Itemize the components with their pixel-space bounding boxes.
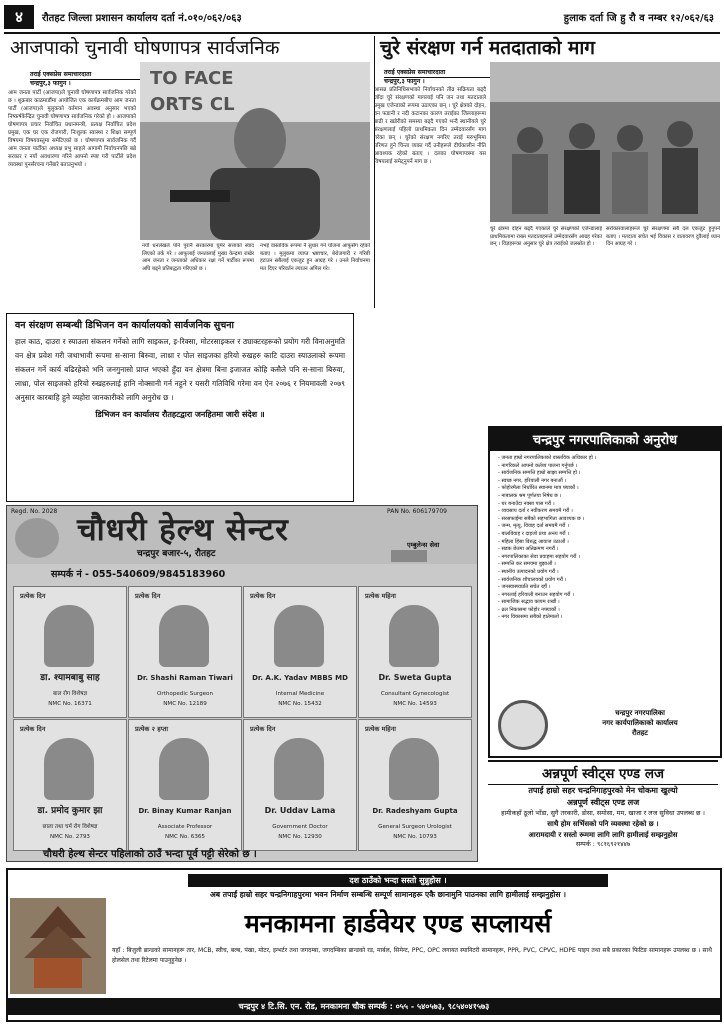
- temple-photo: [10, 898, 106, 994]
- doctor-schedule: प्रत्येक दिन: [250, 592, 276, 600]
- doctor-schedule: प्रत्येक महिना: [365, 592, 396, 600]
- doctor-name: Dr. Sweta Gupta: [378, 673, 452, 682]
- municipality-list-item: - सरसफाईमा सबैको सहभागिता आवश्यक छ ।: [498, 515, 585, 522]
- story2-photo-caption: चुरे क्षेत्रमा दोहन बढ्दै गएकाले चुरे संरक्षणको एजेन्डालाई प्राथमिकतामा राख्न मतदाताहरूले उम्मेदवारसँग आग्रह गरेका छन् । विज्ञहरूका अनुसार चुरे क्षेत्र तराईको जलस्रोत हो ।: [490, 226, 602, 247]
- doctor-nmc: NMC No. 6365: [165, 834, 205, 840]
- doctor-schedule: प्रत्येक २ हप्ता: [135, 725, 169, 733]
- story2-byline-dateline: चन्द्रपुर,३ फागुन ।: [384, 78, 425, 85]
- hardware-brand: मनकामना हार्डवेयर एण्ड सप्लायर्स: [244, 909, 552, 938]
- sweets-tag: साथै होम सर्भिसको पनि व्यवस्था रहेको छ ।: [547, 820, 659, 828]
- notice-signature: डिभिजन वन कार्यालय रौतहटद्वारा जनहितमा जारी संदेश ॥: [95, 410, 265, 419]
- doctor-nmc: NMC No. 10793: [393, 834, 437, 840]
- doctor-nmc: NMC No. 15432: [278, 701, 322, 707]
- municipality-list-item: - सम्पत्ति कर समयमा बुझाऔं ।: [498, 561, 556, 568]
- municipality-list-item: - सार्वजनिक शौचालयको प्रयोग गरौं ।: [498, 576, 567, 583]
- municipality-list-item: - नगरपालिकाका सेवा प्रवाहमा सहयोग गरौं ।: [498, 553, 580, 560]
- doctor-card: [358, 586, 472, 718]
- doctor-card: [243, 586, 357, 718]
- forest-notice: [6, 313, 354, 502]
- municipality-list-item: - महिला हिंसा विरुद्ध आवाज उठाऔं ।: [498, 538, 569, 545]
- health-center-ad: [6, 505, 478, 862]
- doctor-schedule: प्रत्येक दिन: [135, 592, 161, 600]
- health-ad-pan: PAN No. 606179709: [387, 508, 447, 515]
- doctor-specialty: General Surgeon Urologist: [378, 824, 452, 830]
- doctor-name: Dr. Radeshyam Gupta: [372, 807, 458, 815]
- health-ad-footer: चौधरी हेल्थ सेन्टर पहिलाको ठाउँ भन्दा पूर्व पट्टी सेरेको छ ।: [43, 849, 257, 860]
- doctor-photo: [44, 738, 94, 800]
- municipality-list-item: - नगरलाई हरियाली बनाउन सहयोग गरौं ।: [498, 591, 574, 598]
- doctor-photo: [159, 605, 209, 667]
- page-header: [4, 2, 720, 34]
- doctor-specialty: Consultant Gynecologist: [380, 691, 450, 697]
- temple-icon: [10, 898, 106, 994]
- doctor-photo: [389, 605, 439, 667]
- svg-text:TO FACE: TO FACE: [150, 68, 234, 89]
- sweets-title: अन्नपूर्ण स्वीट्स एण्ड लज: [488, 760, 718, 785]
- postal-registration: हुलाक दर्ता जि हु रौ व नम्बर १२/०६२/६३: [563, 13, 714, 24]
- municipality-list-item: - सार्वजनिक सम्पत्ति हाम्रो साझा सम्पत्ति हो ।: [498, 470, 581, 477]
- municipality-sign-3: रौतहट: [632, 729, 648, 737]
- sweets-subtitle: तपाईं हाम्रो सहर चन्द्रनिगाहपुरको मेन चोकमा खुल्यो: [528, 786, 678, 795]
- doctor-card: [13, 719, 127, 851]
- health-logo-icon: [15, 518, 59, 558]
- story2-byline-reporter: तराई एक्सप्रेस समाचारदाता: [384, 69, 504, 78]
- health-ad-regd: Regd. No. 2028: [11, 508, 58, 515]
- doctor-schedule: प्रत्येक दिन: [20, 592, 46, 600]
- doctor-name: Dr. Uddav Lama: [264, 806, 336, 815]
- doctor-schedule: प्रत्येक दिन: [20, 725, 46, 733]
- municipality-list-item: - व्यवसाय दर्ता र नवीकरण समयमै गरौं ।: [498, 508, 573, 515]
- hardware-ad: [6, 868, 722, 1022]
- doctor-specialty: Orthopedic Surgeon: [156, 691, 214, 697]
- story1-headline: आजपाको चुनावी घोषणापत्र सार्वजनिक: [10, 37, 280, 59]
- page-number: ४: [4, 5, 34, 29]
- doctor-name: डा. श्यामबाबु साह: [40, 673, 100, 683]
- doctor-photo: [274, 605, 324, 667]
- doctor-photo: [44, 605, 94, 667]
- story2-body-a: आसन्न प्रतिनिधिसभाको निर्वाचनको तीव्र सक्रियता बढ्दै जाँदा चुरे संरक्षणको मागलाई पनि जन तथा मतदाताले प्रमुख एजेन्डाको रूपमा उठाएका छन् । चुरे क्षेत्रको दोहन, वन फडानी र नदी कटानका कारण तराईका जिल्लाहरूमा बाढी र खडेरीको समस्या बढ्दै गएको भन्दै स्थानीयले चुरे संरक्षणलाई पहिलो प्राथमिकता दिन उम्मेदवारसँग माग गरेका छन् । चुरेको संरक्षण नगरिए तराई मरुभूमिमा परिणत हुने चिन्ता व्यक्त गर्दै उनीहरूले दीर्घकालीन नीति आवश्यक रहेको बताए । दलका घोषणापत्रमा यस विषयलाई समेट्नुपर्ने माग छ ।: [374, 87, 486, 165]
- municipality-list-item: - नागरिकले आफ्नो कर्तव्य पालना गर्नुपर्छ ।: [498, 462, 578, 469]
- municipality-list-item: - नगर विकासमा सबैको हातेमालो ।: [498, 614, 563, 621]
- doctor-card: [128, 719, 242, 851]
- notice-title: वन संरक्षण सम्बन्धी डिभिजन वन कार्यालयको सार्वजनिक सुचना: [15, 320, 234, 331]
- municipality-list-item: - जनस्वास्थ्यप्रति सचेत रहौं ।: [498, 584, 551, 591]
- doctor-name: Dr. Shashi Raman Tiwari: [137, 674, 233, 682]
- hardware-footer: चन्द्रपुर ४ टि.सि. एन. रोड, मनकामना चौक सम्पर्क : ०५५ - ५४०५७३, ९८५४०४१५७३: [8, 998, 720, 1015]
- sweets-body: हामीकहाँ ठूलो भाँडा, सुगै तरकारी, डोसा, समोसा, मम, खाजा र लज सुविधा उपलब्ध छ ।: [501, 809, 705, 817]
- doctor-photo: [389, 738, 439, 800]
- doctor-specialty: Internal Medicine: [275, 691, 325, 697]
- doctor-specialty: Government Doctor: [272, 824, 328, 830]
- story1-byline-dateline: चन्द्रपुर,३ फागुन ।: [30, 80, 71, 87]
- doctor-nmc: NMC No. 2793: [50, 834, 90, 840]
- municipality-sign-2: नगर कार्यपालिकाको कार्यालय: [602, 719, 678, 727]
- doctor-nmc: NMC No. 14593: [393, 701, 437, 707]
- doctor-nmc: NMC No. 12930: [278, 834, 322, 840]
- municipality-list-item: - घर बनाउँदा नक्सा पास गरौं ।: [498, 500, 555, 507]
- doctor-nmc: NMC No. 12189: [163, 701, 207, 707]
- doctor-name: डा. प्रमोद कुमार झा: [37, 806, 103, 816]
- story2-photo-caption-2: सरोकारवालाहरूले चुरे संरक्षणमा सबै दल एकजुट हुनुपर्ने बताए । मतदाता सचेत भई विकास र वातावरण दुवैलाई ध्यान दिन आग्रह गरे ।: [606, 226, 720, 247]
- story1-photo: [140, 62, 370, 240]
- doctor-card: [358, 719, 472, 851]
- ambulance-label: एम्बुलेन्स सेवा: [407, 541, 440, 549]
- ambulance-icon: [391, 550, 427, 562]
- sweets-ad: [488, 760, 718, 860]
- svg-text:ORTS CL: ORTS CL: [150, 94, 235, 115]
- villagers-photo: [490, 62, 720, 222]
- story2-photo: [490, 62, 720, 222]
- municipality-title: चन्द्रपुर नगरपालिकाको अनुरोध: [490, 428, 720, 451]
- doctor-specialty: बाल रोग विशेषज्ञ: [52, 691, 88, 697]
- municipality-list-item: - सामाजिक सद्भाव कायम राखौं ।: [498, 599, 560, 606]
- doctor-schedule: प्रत्येक दिन: [250, 725, 276, 733]
- doctor-card: [243, 719, 357, 851]
- story1-column-3: नभई वास्तविक रूपमा नै सुधार गर्ने योजना आफूसँग रहेको बताए । मुलुकमा व्याप्त भ्रष्टाचार, बेरोजगारी र गरिबी हटाउन सबैलाई एकजुट हुन आग्रह गरे । उनले निर्वाचनमा मत दिएर परिवर्तन ल्याउन अपिल गरे।: [260, 243, 370, 272]
- doctor-nmc: NMC No. 16371: [48, 701, 92, 707]
- doctor-card: [13, 586, 127, 718]
- notice-body: हाल काठ, दाउरा र स्याउला संकलन गर्नेको लागि साइकल, इ-रिक्सा, मोटरसाइकल र ठ्याक्टरहरूको प्रयोग गरी विनाअनुमति वन क्षेत्र प्रवेश गरी जथाभावी रूपमा स-साना बिरुवा, लाथ्रा र पोल साइजका हरियो रुखहरु काटि दाउरा स्याउलाको रूपमा संकलन गर्ने कार्य बढिरहेको भनि जनगुनासो प्राप्त भएको हुँदा वन क्षेत्रमा बिना इजाजत कोहि कसैले पनि स-साना बिरुवा, लाथ्रा, पोल साइजको हरियो रुखहरुलाई हानि नोक्सानी गर्न नहुने र यसरी गतिविधि गरेमा वन ऐन २०७६ र नियमावली २०७९ अनुसार कारबाहि हुने व्यहोरा जानकारीको लागि अनुरोध छ ।: [15, 337, 345, 402]
- municipality-list-item: - स्थानीय उत्पादनको प्रयोग गरौं ।: [498, 568, 559, 575]
- sweets-contact: सम्पर्क : ९८१६९२१४४७: [575, 840, 631, 848]
- municipality-list-item: - सडक छेउमा अतिक्रमण नगरौं ।: [498, 546, 559, 553]
- municipality-signature: [570, 708, 710, 738]
- story1-byline-reporter: तराई एक्सप्रेस समाचारदाता: [30, 71, 170, 80]
- health-ad-address: चन्द्रपुर बजार-५, रौतहट: [137, 549, 216, 559]
- doctor-photo: [274, 738, 324, 800]
- hardware-info: अब तपाईं हाम्रो सहर चन्द्रनिगाहपुरमा भवन निर्माण सम्बन्धि सम्पूर्ण सामानहरू एकै छानामुनि पाउनका लागि हामीलाई सम्झनुहोस ।: [209, 890, 567, 899]
- story1-column-2: नयाँ धनलेखले पनि पुरानै सरकारमा घुमेर सत्ताको स्वाद लिएको तर्क गरे । आफूलाई जनतालाई मुख्य केन्द्रमा राखेर आम जनता र जनताको अधिकार रक्षा गर्ने पार्टीका रूपमा अघि बढ्ने प्रतिबद्धता गरिएको छ ।: [142, 243, 254, 272]
- municipality-list-item: - बालविवाह र दाइजो प्रथा अन्त्य गरौं ।: [498, 530, 570, 537]
- health-ad-banner: [7, 506, 477, 564]
- doctor-schedule: प्रत्येक महिना: [365, 725, 396, 733]
- health-ad-brand: चौधरी हेल्थ सेन्टर: [77, 512, 289, 548]
- story2-byline: [384, 69, 504, 86]
- municipality-sign-1: चन्द्रपुर नगरपालिका: [615, 709, 665, 717]
- municipality-list-item: - जन्म, मृत्यु, विवाह दर्ता समयमै गरौं ।: [498, 523, 569, 530]
- municipality-list-item: - नाबालक श्रम पूर्णतया निषेध छ ।: [498, 492, 562, 499]
- story1-body: आम जनता पार्टी (आजपा)ले चुनावी घोषणापत्र सार्वजनिक गरेको छ । शुक्रबार काठमाडौंमा आयोजित एक कार्यक्रमबीच आम जनता पार्टी (आजपा)ले मुलुकको वर्तमान अवस्था अनुसार भएको निष्कर्षकेन्द्रित चुनावी घोषणापत्र सार्वजनिक गरेको हो । आजपाको घोषणापत्र प्रचार निर्वाचित प्रधानमन्त्री, प्रत्यक्ष निर्वाचित प्रदेश प्रमुख, एक घर एक रोजगारी, निःशुल्क स्वास्थ्य र शिक्षा सम्पूर्ण विषयमा विषयवस्तुमा समेटिएको छ । घोषणापत्र सार्वजनिक गर्दै आम जनता पार्टीका अध्यक्ष प्रभु साहले आगामी निर्वाचनपछि बन्ने सरकार र नयाँ अवधारणा गरिने आफ्नो स्पष्ट गरी पार्टीले प्रदेश व्यवस्था पुनर्संरचना गर्नेबारे बताउनुभयो ।: [8, 90, 136, 168]
- municipality-list-item: - स्वच्छ नगर, हरियाली नगर बनाऔं ।: [498, 477, 567, 484]
- doctor-specialty: Associate Professor: [157, 824, 213, 830]
- doctor-name: Dr. Binay Kumar Ranjan: [138, 807, 232, 815]
- municipality-list-item: - जनता हाम्रो नगरपालिकाको वास्तविक अधिकार हो ।: [498, 455, 597, 461]
- story2-headline: चुरे संरक्षण गर्न मतदाताको माग: [380, 37, 595, 59]
- municipality-notice: [488, 426, 722, 758]
- municipality-seal-icon: [498, 700, 548, 750]
- municipality-list: [490, 455, 720, 622]
- doctor-specialty: छाला तथा चर्म रोग विशेषज्ञ: [42, 824, 98, 830]
- sweets-subtitle-2: अन्नपूर्ण स्वीट्स एण्ड लज: [566, 798, 640, 807]
- hardware-top-strip: दश ठाउँको भन्दा सस्तो सुन्नुहोस ।: [188, 874, 608, 887]
- hardware-description: यहाँ : बिजुली ब्रान्डको सामानहरू तार, MCB, स्वीच, बल्ब, पंखा, मोटर, इन्भर्टर तथा जगदम्बा, जगदम्बिका ब्रान्डको रड, मार्बल, सिमेन्ट, PPC, OPC लगायत स्यानिटरी सामानहरू, PPR, PVC, CPVC, HDPE पाइप तथा सबै प्रकारका फिटिङ सामानहरू उपलब्ध छ । साथै होलसेल तथा रिटेलमा पाउनुहुनेछ ।: [112, 947, 712, 964]
- speaker-photo: [140, 62, 370, 240]
- doctor-name: Dr. A.K. Yadav MBBS MD: [252, 674, 348, 682]
- doctor-card: [128, 586, 242, 718]
- sweets-tag-2: आरामदायी र सस्तो रूममा लागि लागि हामीलाई सम्झनुहोस: [528, 831, 678, 839]
- municipality-list-item: - फोहोरमैला निर्धारित स्थानमा मात्र फ्याकौं ।: [498, 485, 579, 492]
- paper-registration: रौतहट जिल्ला प्रशासन कार्यालय दर्ता नं.०१०/०६२/०६३: [42, 13, 242, 24]
- doctor-photo: [159, 738, 209, 800]
- health-ad-phone: सम्पर्क नं - 055-540609/9845183960: [51, 569, 226, 580]
- municipality-list-item: - ढल निकासमा फोहोर नफ्याकौं ।: [498, 606, 560, 613]
